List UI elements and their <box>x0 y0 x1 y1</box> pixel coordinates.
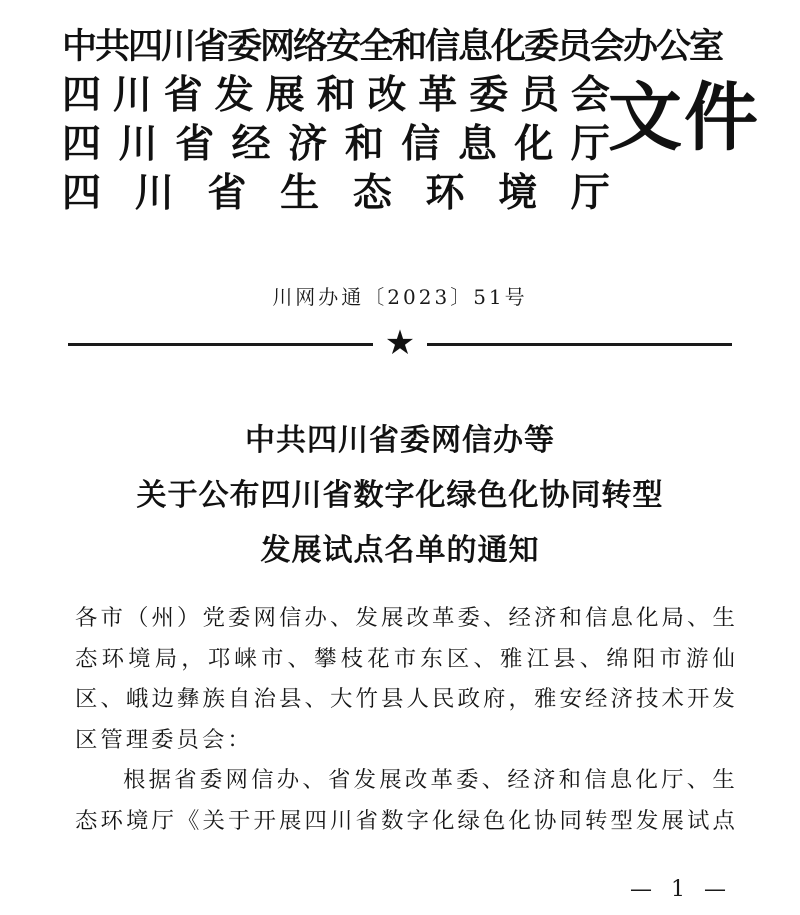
title-line: 关于公布四川省数字化绿色化协同转型 <box>136 478 664 513</box>
title-line: 发展试点名单的通知 <box>260 533 540 568</box>
divider-rule-left <box>68 343 373 346</box>
body-line: 区管理委员会： <box>75 726 253 753</box>
issuer-line: 四 川 省 经 济 和 信 息 化 厅 <box>62 121 610 167</box>
body-line: 根 据 省 委 网 信 办 、 省 发 展 改 革 委 、 经 济 和 信 息 化 厅 、 生 <box>123 767 735 793</box>
page-number: — 1 — <box>630 877 732 902</box>
red-header-divider <box>68 323 732 363</box>
body-line: 态 环 境 局 ， 邛 崃 市 、 攀 枝 花 市 东 区 、 雅 江 县 、 绵 阳 市 游 仙 <box>75 645 735 672</box>
title-line: 中共四川省委网信办等 <box>245 423 555 458</box>
document-body <box>75 598 735 841</box>
document-title <box>0 413 800 578</box>
issuer-line: 四 川 省 生 态 环 境 厅 <box>62 170 610 216</box>
body-line: 态 环 境 厅 《 关 于 开 展 四 川 省 数 字 化 绿 色 化 协 同 转 型 发 展 试 点 <box>75 807 735 834</box>
issuer-line: 中共四川省委网络安全和信息化委员会办公室 <box>62 26 723 67</box>
issuer-line: 四 川 省 发 展 和 改 革 委 员 会 <box>62 72 610 118</box>
body-line: 各 市 （ 州 ） 党 委 网 信 办 、 发 展 改 革 委 、 经 济 和 信 息 化 局 、 生 <box>75 605 735 631</box>
divider-rule-right <box>427 343 732 346</box>
document-number: 川网办通〔2023〕51号 <box>272 285 528 309</box>
document-type-label: 文件 <box>608 75 760 161</box>
body-line: 区 、 峨 边 彝 族 自 治 县 、 大 竹 县 人 民 政 府 ， 雅 安 经 济 技 术 开 发 <box>75 686 735 712</box>
star-icon: ★ <box>384 323 416 363</box>
